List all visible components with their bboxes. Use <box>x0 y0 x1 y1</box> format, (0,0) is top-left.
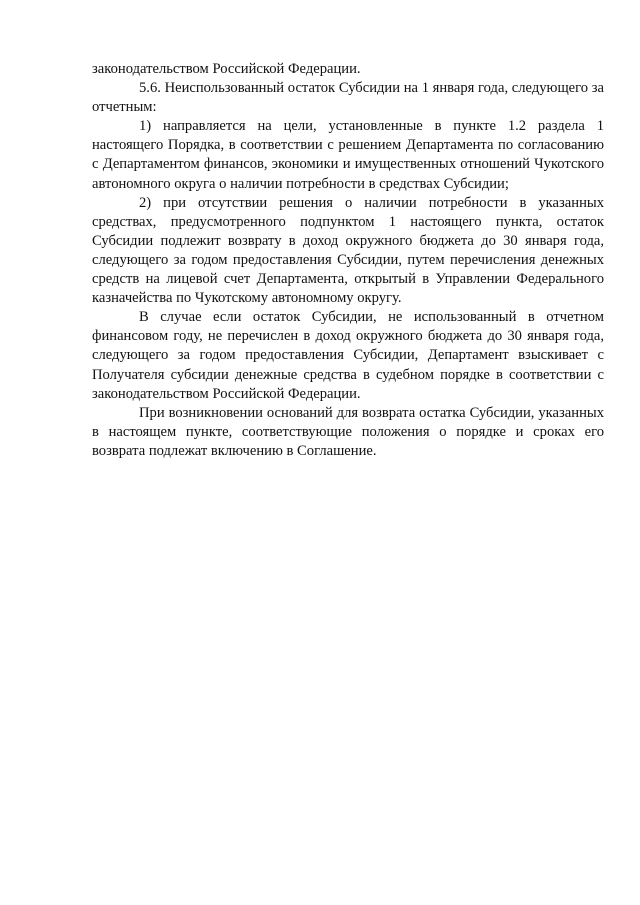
paragraph-item-1: 1) направляется на цели, установленные в пункте 1.2 раздела 1 настоящего Порядка, в соответствии с решением Департамента по согласованию с Департаментом финансов, экономики и имущественных отношений Чукотского автономного округа о наличии потребности в средствах Субсидии; <box>92 118 604 192</box>
paragraph-5-6: 5.6. Неиспользованный остаток Субсидии на 1 января года, следующего за отчетным: <box>92 80 604 116</box>
paragraph-continuation: законодательством Российской Федерации. <box>92 61 361 77</box>
document-body <box>92 60 604 461</box>
paragraph-recovery: В случае если остаток Субсидии, не использованный в отчетном финансовом году, не перечислен в доход окружного бюджета до 30 января года, следующего за годом предоставления Субсидии, Департамент взыскивает с Получателя субсидии денежные средства в судебном порядке в соответствии с законодательством Российской Федерации. <box>92 309 604 402</box>
paragraph-agreement: При возникновении оснований для возврата остатка Субсидии, указанных в настоящем пункте, соответствующие положения о порядке и сроках его возврата подлежат включению в Соглашение. <box>92 404 604 459</box>
paragraph-item-2: 2) при отсутствии решения о наличии потребности в указанных средствах, предусмотренного подпунктом 1 настоящего пункта, остаток Субсидии подлежит возврату в доход окружного бюджета до 30 января года, следующего за годом предоставления Субсидии, путем перечисления денежных средств на лицевой счет Департамента, открытый в Управлении Федерального казначейства по Чукотскому автономному округу. <box>92 194 604 307</box>
